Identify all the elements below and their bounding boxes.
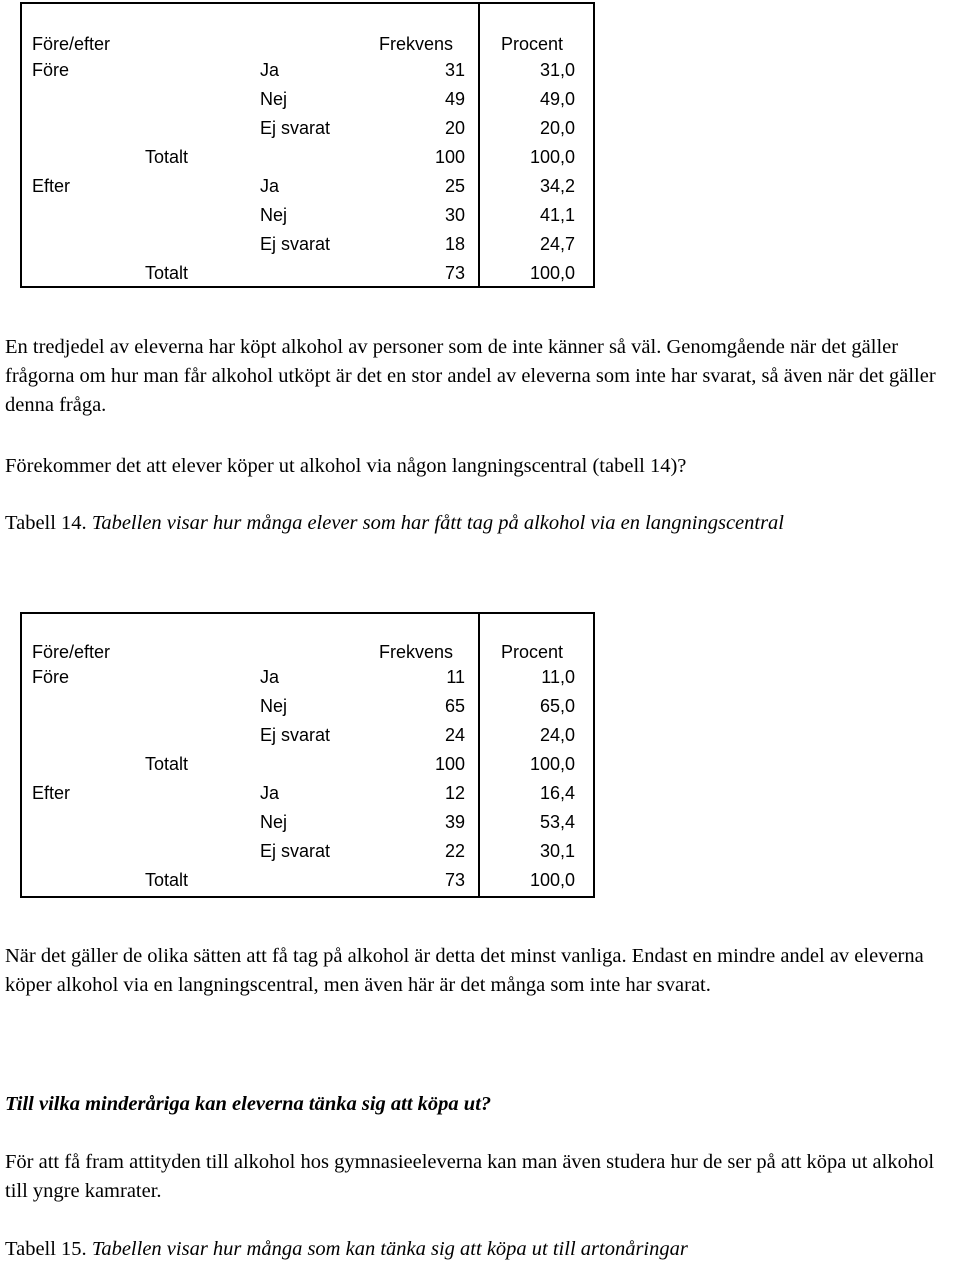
row-percent-value: 53,4 <box>539 812 575 832</box>
caption-text: Tabellen visar hur många som kan tänka sig att köpa ut till artonåringar <box>91 1238 688 1260</box>
row-percent-value: 100,0 <box>529 263 575 283</box>
row-frequency-value: 73 <box>444 870 465 890</box>
table-14-caption <box>5 509 960 538</box>
table-row <box>20 692 595 721</box>
row-category-label: Ja <box>260 783 280 803</box>
row-period-label: Före <box>32 667 70 687</box>
header-period: Före/efter <box>32 642 111 662</box>
row-frequency-value: 22 <box>444 841 465 861</box>
row-frequency-value: 65 <box>444 696 465 716</box>
row-category-label: Ej svarat <box>260 725 331 745</box>
table-row <box>20 721 595 750</box>
row-frequency-value: 30 <box>444 205 465 225</box>
table-row <box>20 808 595 837</box>
table-row <box>20 837 595 866</box>
header-percent: Procent <box>501 642 564 662</box>
row-frequency-value: 24 <box>444 725 465 745</box>
row-percent-value: 41,1 <box>539 205 575 225</box>
paragraph-least-common: När det gäller de olika sätten att få tag på alkohol är detta det minst vanliga. Endast en mindre andel av eleverna köper alkohol via en langningscentral, men även här är det många som inte har svarat. <box>5 945 924 996</box>
row-category-label: Ja <box>260 667 280 687</box>
row-frequency-value: 11 <box>446 667 465 687</box>
row-percent-value: 31,0 <box>539 60 575 80</box>
row-category-label: Ej svarat <box>260 841 331 861</box>
row-percent-value: 20,0 <box>539 118 575 138</box>
row-period-label: Efter <box>32 783 71 803</box>
table-row <box>20 56 595 85</box>
caption-label: Tabell 15. <box>5 1238 87 1260</box>
header-percent: Procent <box>501 34 564 54</box>
header-frequency: Frekvens <box>379 34 454 54</box>
row-percent-value: 11,0 <box>541 667 575 687</box>
row-percent-value: 65,0 <box>539 696 575 716</box>
row-frequency-value: 49 <box>444 89 465 109</box>
row-percent-value: 30,1 <box>539 841 575 861</box>
row-total-label: Totalt <box>145 147 189 167</box>
table-header-row <box>20 30 595 59</box>
table-row <box>20 750 595 779</box>
row-frequency-value: 39 <box>444 812 465 832</box>
caption-label: Tabell 14. <box>5 512 87 534</box>
row-frequency-value: 12 <box>444 783 465 803</box>
row-category-label: Nej <box>260 812 288 832</box>
row-category-label: Ja <box>260 176 280 196</box>
paragraph-alcohol-purchase: En tredjedel av eleverna har köpt alkohol av personer som de inte känner så väl. Genomgående när det gäller frågorna om hur man får alkohol utköpt är det en stor andel av eleverna som inte har svarat, så även när det gäller denna fråga. <box>5 336 936 416</box>
row-frequency-value: 100 <box>434 147 465 167</box>
row-category-label: Nej <box>260 696 288 716</box>
row-percent-value: 100,0 <box>529 147 575 167</box>
row-percent-value: 34,2 <box>539 176 575 196</box>
row-total-label: Totalt <box>145 263 189 283</box>
table-row <box>20 172 595 201</box>
row-category-label: Nej <box>260 89 288 109</box>
table-15-caption <box>5 1235 960 1264</box>
caption-text: Tabellen visar hur många elever som har fått tag på alkohol via en langningscentral <box>91 512 785 534</box>
row-percent-value: 24,0 <box>539 725 575 745</box>
table-row <box>20 779 595 808</box>
row-period-label: Före <box>32 60 70 80</box>
row-percent-value: 16,4 <box>539 783 575 803</box>
row-percent-value: 100,0 <box>529 870 575 890</box>
row-frequency-value: 25 <box>444 176 465 196</box>
row-percent-value: 49,0 <box>539 89 575 109</box>
row-category-label: Ej svarat <box>260 234 331 254</box>
table-row <box>20 143 595 172</box>
row-frequency-value: 20 <box>444 118 465 138</box>
row-frequency-value: 73 <box>444 263 465 283</box>
row-frequency-value: 31 <box>444 60 465 80</box>
section-heading: Till vilka minderåriga kan eleverna tänka sig att köpa ut? <box>5 1093 492 1115</box>
table-row <box>20 230 595 259</box>
row-percent-value: 100,0 <box>529 754 575 774</box>
row-total-label: Totalt <box>145 870 189 890</box>
table-row <box>20 114 595 143</box>
header-frequency: Frekvens <box>379 642 454 662</box>
table-row <box>20 663 595 692</box>
row-frequency-value: 100 <box>434 754 465 774</box>
row-percent-value: 24,7 <box>539 234 575 254</box>
row-category-label: Ja <box>260 60 280 80</box>
row-total-label: Totalt <box>145 754 189 774</box>
row-category-label: Ej svarat <box>260 118 331 138</box>
row-category-label: Nej <box>260 205 288 225</box>
paragraph-attitude: För att få fram attityden till alkohol hos gymnasieeleverna kan man även studera hur de ser på att köpa ut alkohol till yngre kamrater. <box>5 1151 935 1202</box>
table-row <box>20 259 595 288</box>
header-period: Före/efter <box>32 34 111 54</box>
row-frequency-value: 18 <box>444 234 465 254</box>
table-row <box>20 85 595 114</box>
table-row <box>20 866 595 895</box>
row-period-label: Efter <box>32 176 71 196</box>
question-langningscentral: Förekommer det att elever köper ut alkohol via någon langningscentral (tabell 14)? <box>5 455 687 477</box>
table-row <box>20 201 595 230</box>
